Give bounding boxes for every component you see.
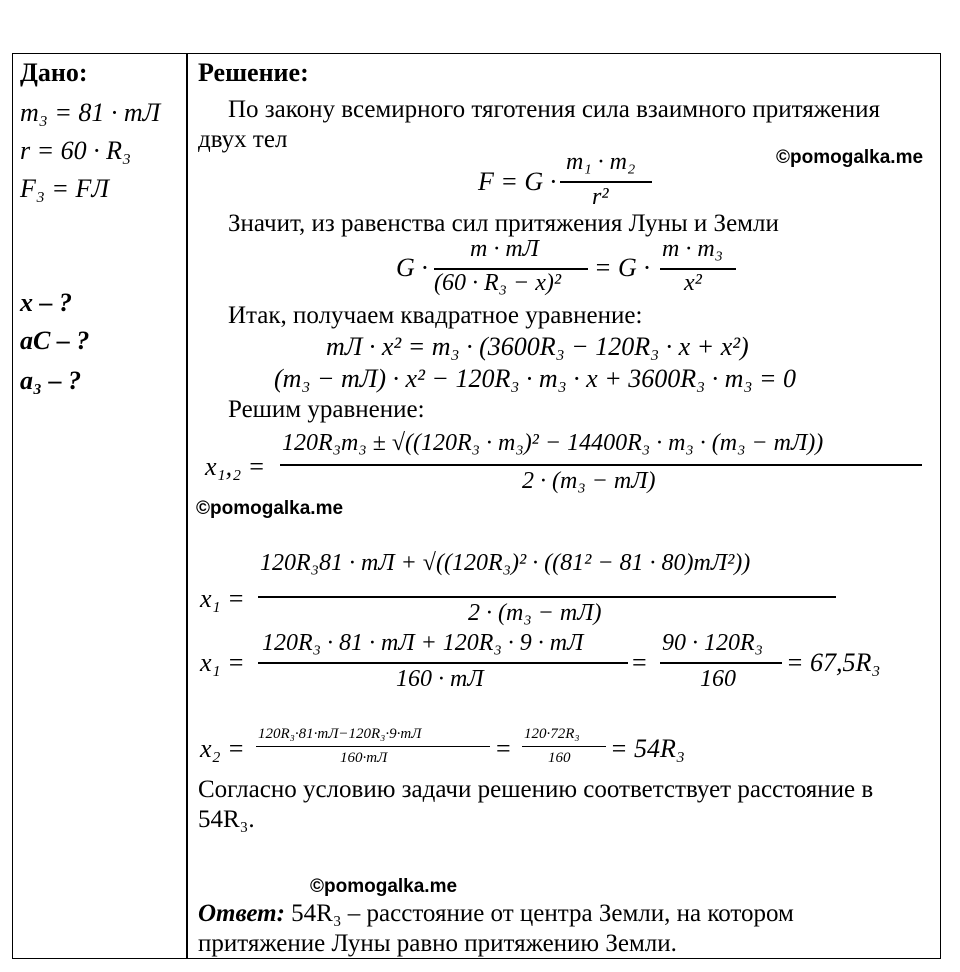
eq-roots-numerator: 120R₃m₃ ± √((120R₃ · m₃)² − 14400R₃ · m₃ · (m₃ − mЛ)) <box>282 430 824 456</box>
paragraph-conclusion-cont: 54R₃. <box>198 806 255 833</box>
unknown-a3: a₃ – ? <box>20 366 82 395</box>
eq-x1-denominator: 2 · (m₃ − mЛ) <box>468 600 602 626</box>
eq-x1-numerator: 120R₃81 · mЛ + √((120R₃)² · ((81² − 81 · 80)mЛ²)) <box>260 550 751 576</box>
eq-roots-denominator: 2 · (m₃ − mЛ) <box>522 468 656 494</box>
eq-x2-denominator: 160·mЛ <box>340 750 388 766</box>
answer-line-2: притяжение Луны равно притяжению Земли. <box>198 930 677 957</box>
eq2-equals-g: = G · <box>594 253 650 282</box>
given-header: Дано: <box>20 58 88 87</box>
eq-x1b-lhs: x₁ = <box>200 648 245 677</box>
column-divider <box>186 53 188 959</box>
watermark: ©pomogalka.me <box>310 876 458 897</box>
eq-x1-lhs: x₁ = <box>200 584 245 613</box>
answer-label: Ответ: <box>198 900 285 927</box>
given-line-2: r = 60 · R₃ <box>20 136 132 165</box>
eq-x2-lhs: x₂ = <box>200 734 245 763</box>
eq-x1b-denominator: 160 · mЛ <box>396 666 484 692</box>
eq-force-denominator: r² <box>592 184 609 210</box>
fraction-bar <box>280 464 922 466</box>
eq-x1b-numerator: 120R₃ · 81 · mЛ + 120R₃ · 9 · mЛ <box>262 630 584 656</box>
eq-x2-denominator-2: 160 <box>548 750 571 766</box>
eq-x1b-numerator-2: 90 · 120R₃ <box>662 630 764 656</box>
paragraph-quadratic: Итак, получаем квадратное уравнение: <box>228 302 643 329</box>
eq-x2-equals: = <box>496 734 511 763</box>
answer-line <box>198 900 794 928</box>
watermark: ©pomogalka.me <box>776 147 924 168</box>
eq-x2-numerator: 120R₃·81·mЛ−120R₃·9·mЛ <box>258 726 422 742</box>
fraction-bar <box>258 662 628 664</box>
eq-quadratic-2: (m₃ − mЛ) · x² − 120R₃ · m₃ · x + 3600R₃ · m₃ = 0 <box>274 364 797 393</box>
fraction-bar <box>660 662 782 664</box>
given-line-1: m₃ = 81 · mЛ <box>20 98 161 127</box>
eq-x2-result: = 54R₃ <box>610 734 685 763</box>
solution-header: Решение: <box>198 58 309 87</box>
eq2-g-left: G · <box>396 253 428 282</box>
eq-quadratic-1: mЛ · x² = m₃ · (3600R₃ − 120R₃ · x + x²) <box>326 332 749 361</box>
eq2-denominator-left: (60 · R₃ − x)² <box>434 270 562 296</box>
eq-roots-lhs: x₁,₂ = <box>205 452 266 481</box>
paragraph-gravity-law-cont: двух тел <box>198 126 288 153</box>
paragraph-forces-equal: Значит, из равенства сил притяжения Луны и Земли <box>228 210 779 237</box>
eq-x2-numerator-2: 120·72R₃ <box>524 726 580 742</box>
paragraph-conclusion: Согласно условию задачи решению соответствует расстояние в <box>198 776 874 803</box>
eq-force-lhs: F = G · <box>478 167 557 196</box>
fraction-bar <box>560 181 652 183</box>
eq-force-numerator: m₁ · m₂ <box>566 149 636 175</box>
unknown-ac: aС – ? <box>20 326 90 355</box>
fraction-bar <box>258 596 836 598</box>
paragraph-gravity-law: По закону всемирного тяготения сила взаимного притяжения <box>228 96 881 123</box>
unknown-x: x – ? <box>20 288 72 317</box>
eq-x1b-denominator-2: 160 <box>700 666 736 692</box>
eq-x1b-result: = 67,5R₃ <box>786 648 881 677</box>
eq2-denominator-right: x² <box>684 270 702 296</box>
fraction-bar <box>522 746 606 747</box>
paragraph-solve: Решим уравнение: <box>228 396 425 423</box>
fraction-bar <box>256 746 490 747</box>
eq2-numerator-right: m · m₃ <box>662 236 724 262</box>
eq-x1b-equals: = <box>632 648 647 677</box>
given-line-3: F₃ = FЛ <box>20 174 109 203</box>
answer-text: 54R₃ – расстояние от центра Земли, на котором <box>284 900 794 927</box>
task-table <box>12 53 941 959</box>
watermark: ©pomogalka.me <box>196 498 344 519</box>
eq2-numerator-left: m · mЛ <box>470 236 539 262</box>
